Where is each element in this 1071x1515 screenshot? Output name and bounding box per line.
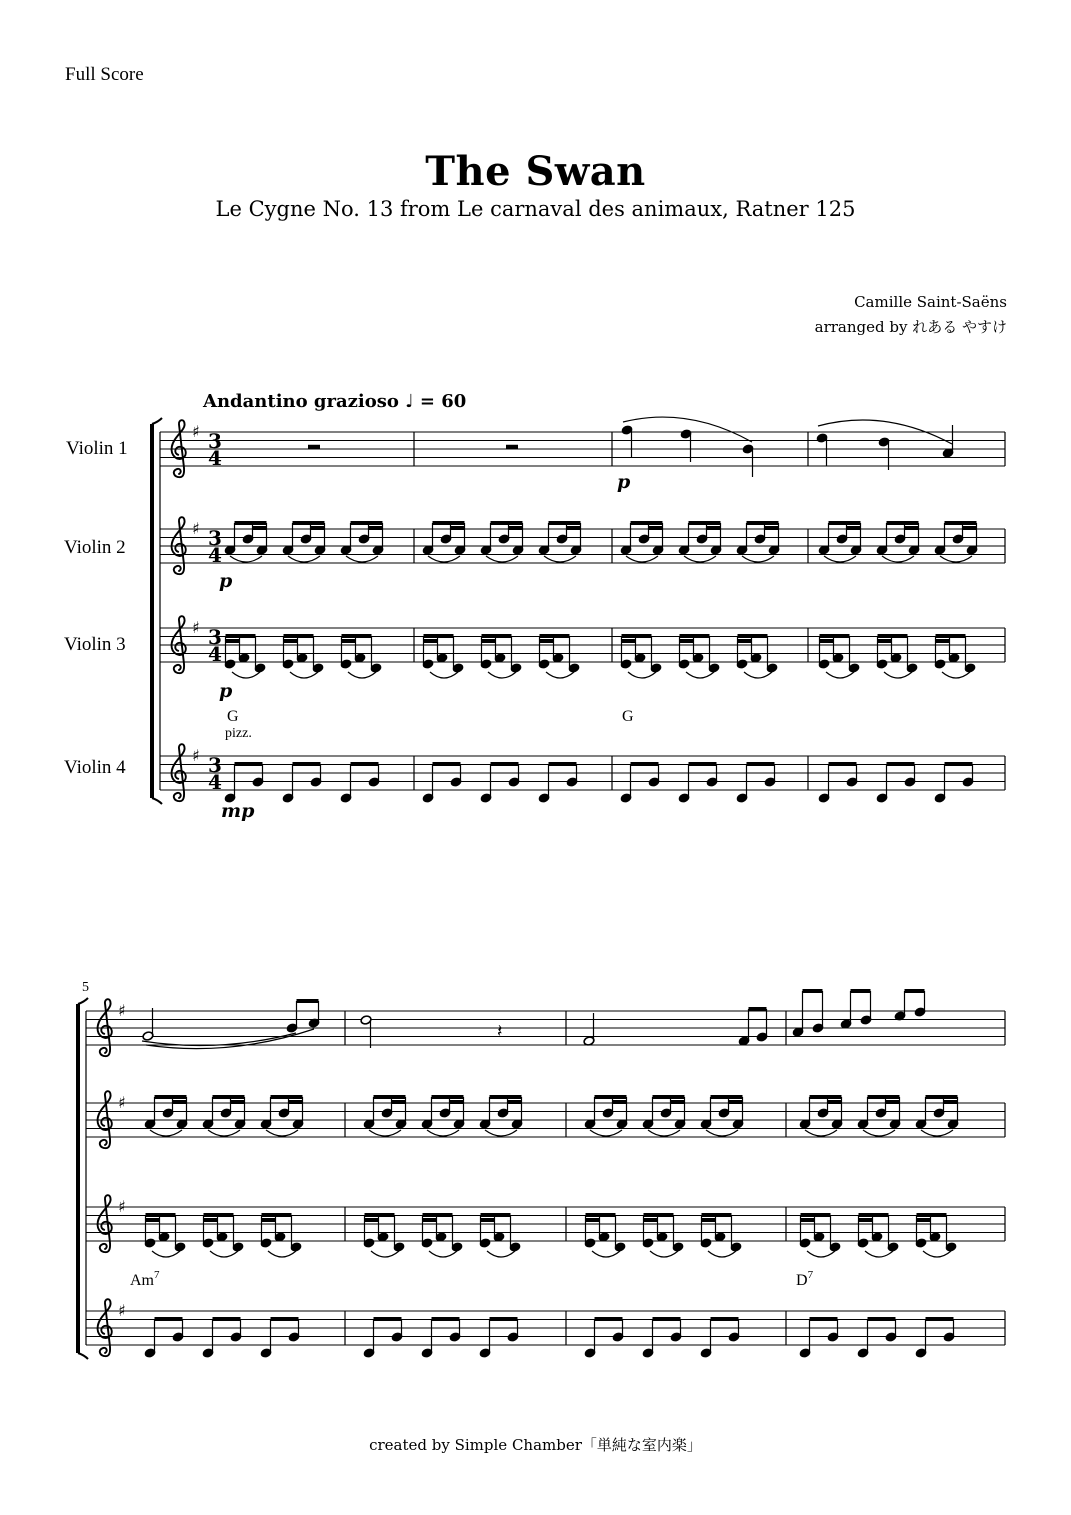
sharp-icon: ♯ xyxy=(118,1197,126,1216)
slur xyxy=(230,556,262,562)
tempo-text: Andantino grazioso xyxy=(203,391,399,412)
slur xyxy=(686,672,714,678)
slur xyxy=(268,1251,296,1257)
chord-symbol-g-2: G xyxy=(622,708,634,725)
slur xyxy=(826,672,854,678)
slur xyxy=(623,417,752,442)
slur xyxy=(590,1130,622,1136)
slur xyxy=(708,1251,736,1257)
chord-root-d: D xyxy=(796,1272,808,1289)
slur xyxy=(348,672,376,678)
chord-symbol-am7 xyxy=(130,1269,160,1289)
slur xyxy=(805,1130,837,1136)
dynamic-violin-3: p xyxy=(219,680,233,702)
slur xyxy=(288,556,320,562)
slur xyxy=(824,556,856,562)
score-type-label: Full Score xyxy=(65,64,144,85)
slur xyxy=(428,556,460,562)
instrument-label-violin-1: Violin 1 xyxy=(66,438,128,459)
time-signature-numerator: 3 xyxy=(208,625,222,649)
slur xyxy=(940,556,972,562)
slur xyxy=(146,1029,314,1049)
chord-symbol-g-1: G xyxy=(227,708,239,725)
slur xyxy=(371,1251,399,1257)
quarter-rest-icon: 𝄽 xyxy=(497,1021,503,1042)
instrument-label-violin-4: Violin 4 xyxy=(64,757,126,778)
slur xyxy=(742,556,774,562)
dynamic-violin-2: p xyxy=(219,570,233,592)
slur xyxy=(923,1251,951,1257)
chord-ext-7: 7 xyxy=(154,1269,160,1281)
tempo-value: = 60 xyxy=(419,391,467,412)
slur xyxy=(865,1251,893,1257)
composer-credit: Camille Saint-Saëns xyxy=(854,293,1007,311)
slur xyxy=(882,556,914,562)
notation-layer xyxy=(78,417,1005,1359)
sharp-icon: ♯ xyxy=(118,1301,126,1320)
slur xyxy=(592,1251,620,1257)
slur xyxy=(884,672,912,678)
slur xyxy=(942,672,970,678)
whole-rest xyxy=(308,445,320,449)
slur xyxy=(626,556,658,562)
slur xyxy=(150,1130,182,1136)
footer-credit: created by Simple Chamber「単純な室内楽」 xyxy=(369,1436,702,1454)
slur xyxy=(369,1130,401,1136)
sharp-icon: ♯ xyxy=(192,746,200,765)
arranger-credit: arranged by れある やすけ xyxy=(814,318,1007,336)
slur xyxy=(152,1251,180,1257)
slur xyxy=(684,556,716,562)
time-signature-denominator: 4 xyxy=(208,543,222,567)
instrument-label-violin-3: Violin 3 xyxy=(64,634,126,655)
chord-ext-7b: 7 xyxy=(807,1269,814,1281)
slur xyxy=(266,1130,298,1136)
slur xyxy=(427,1130,459,1136)
slur xyxy=(210,1251,238,1257)
quarter-note-icon: ♩ xyxy=(405,391,414,412)
slur xyxy=(429,1251,457,1257)
time-signature-denominator: 4 xyxy=(208,642,222,666)
time-signature-denominator: 4 xyxy=(208,446,222,470)
slur xyxy=(650,1251,678,1257)
chord-symbol-d7 xyxy=(796,1269,814,1289)
sharp-icon: ♯ xyxy=(118,1093,126,1112)
slur xyxy=(485,1130,517,1136)
slur xyxy=(142,1033,296,1046)
slur xyxy=(546,672,574,678)
slur xyxy=(744,672,772,678)
slur xyxy=(487,1251,515,1257)
slur xyxy=(648,1130,680,1136)
slur xyxy=(430,672,458,678)
slur xyxy=(628,672,656,678)
piece-title: The Swan xyxy=(425,148,646,195)
chord-root-am: Am xyxy=(130,1272,154,1289)
time-signature-numerator: 3 xyxy=(208,753,222,777)
slur xyxy=(486,556,518,562)
pizz-technique: pizz. xyxy=(225,726,252,741)
slur xyxy=(706,1130,738,1136)
sharp-icon: ♯ xyxy=(192,519,200,538)
slur xyxy=(346,556,378,562)
sharp-icon: ♯ xyxy=(192,618,200,637)
whole-rest xyxy=(506,445,518,449)
sharp-icon: ♯ xyxy=(118,1001,126,1020)
dynamic-violin-1: p xyxy=(617,471,631,493)
sharp-icon: ♯ xyxy=(192,422,200,441)
slur xyxy=(488,672,516,678)
slur xyxy=(232,672,260,678)
time-signature-denominator: 4 xyxy=(208,770,222,794)
slur xyxy=(863,1130,895,1136)
slur xyxy=(921,1130,953,1136)
text-layer xyxy=(82,471,814,1289)
slur xyxy=(807,1251,835,1257)
slur xyxy=(544,556,576,562)
time-signature-numerator: 3 xyxy=(208,429,222,453)
slur xyxy=(290,672,318,678)
slur xyxy=(208,1130,240,1136)
measure-number: 5 xyxy=(82,980,89,995)
instrument-label-violin-2: Violin 2 xyxy=(64,537,126,558)
time-signature-numerator: 3 xyxy=(208,526,222,550)
piece-subtitle: Le Cygne No. 13 from Le carnaval des animaux, Ratner 125 xyxy=(215,197,856,221)
dynamic-violin-4: mp xyxy=(221,800,255,822)
